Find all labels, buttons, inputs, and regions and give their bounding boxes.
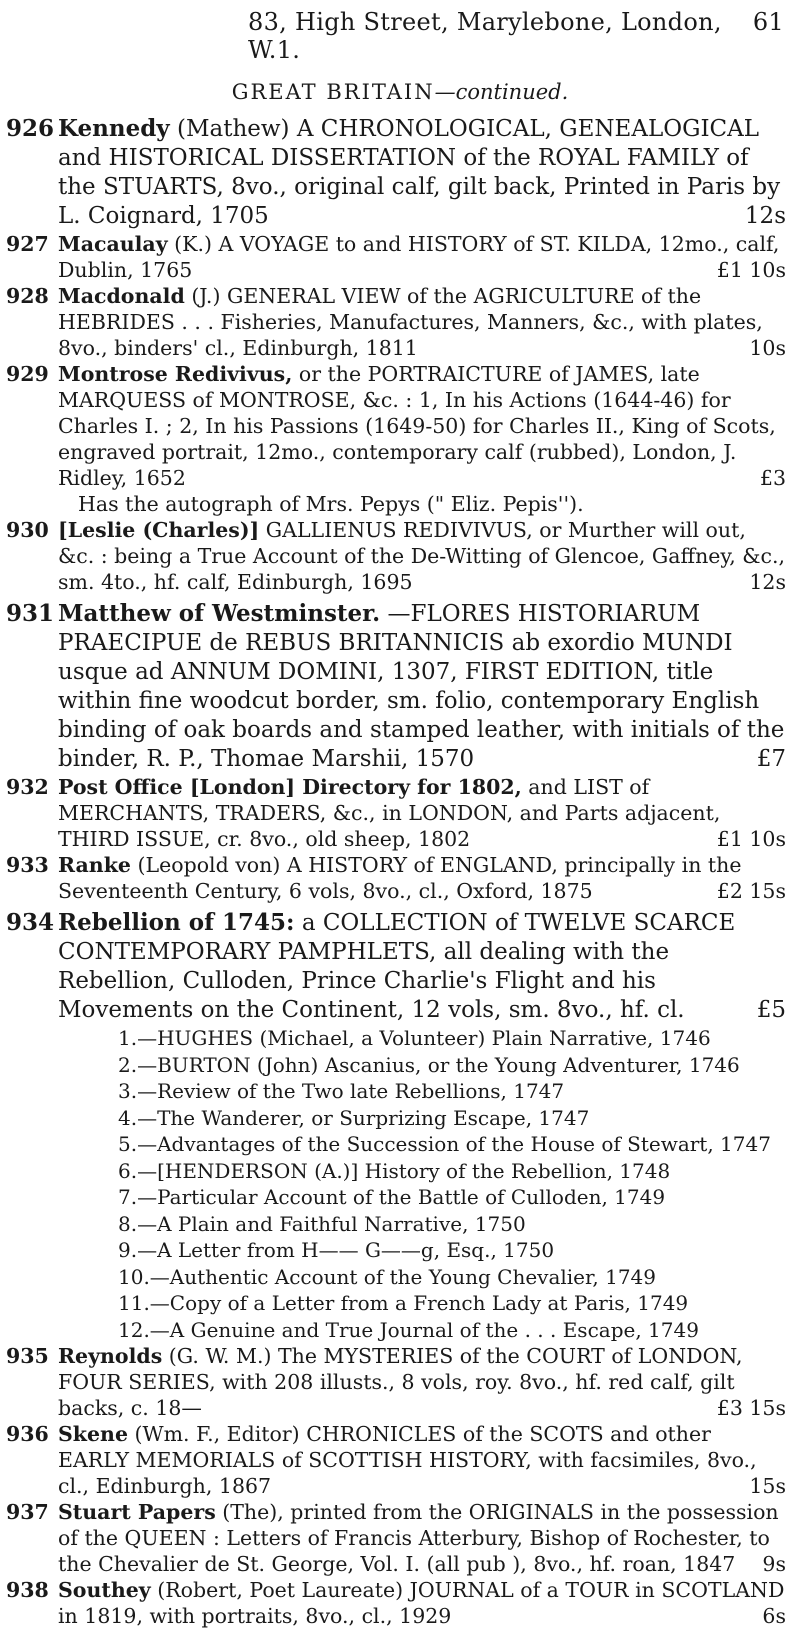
entry-description: (Wm. F., Editor) CHRONICLES of the SCOTS and other EARLY MEMORIALS of SCOTTISH HISTORY, with facsimiles, 8vo., cl., Edinburgh, 1867 [58, 1422, 757, 1498]
entry-price: £1 10s [716, 827, 786, 851]
pamphlet-list [118, 1025, 800, 1343]
page-number: 61 [752, 8, 784, 36]
list-item: 3.—Review of the Two late Rebellions, 1747 [118, 1079, 565, 1103]
catalogue-entry-936 [0, 1421, 800, 1499]
entry-name: Ranke [58, 853, 131, 877]
entry-note: Has the autograph of Mrs. Pepys (" Eliz. Pepis''). [78, 492, 584, 516]
list-item: 4.—The Wanderer, or Surprizing Escape, 1747 [118, 1105, 590, 1130]
section-title-main: GREAT BRITAIN [231, 80, 435, 104]
entry-number: 932 [6, 775, 49, 799]
list-item: 8.—A Plain and Faithful Narrative, 1750 [118, 1211, 526, 1236]
catalogue-entry-930 [0, 517, 800, 595]
entry-number: 927 [6, 232, 49, 256]
entry-description: (G. W. M.) The MYSTERIES of the COURT of LONDON, FOUR SERIES, with 208 illusts., 8 vols, roy. 8vo., hf. red calf, gilt backs, c. 18— [58, 1344, 743, 1420]
catalogue-entry-926 [0, 114, 800, 231]
list-item: 12.—A Genuine and True Journal of the . . . Escape, 1749 [118, 1317, 699, 1342]
entry-price: £1 10s [716, 258, 786, 282]
catalogue-entry-933 [0, 852, 800, 904]
entry-description: (J.) GENERAL VIEW of the AGRICULTURE of the HEBRIDES . . . Fisheries, Manufactures, Manners, &c., with plates, 8vo., binders' cl., Edinburgh, 1811 [58, 284, 763, 360]
entry-number: 938 [6, 1578, 49, 1602]
catalogue-entry-934 [0, 908, 800, 1025]
entry-description: —FLORES HISTORIARUM PRAECIPUE de REBUS BRITANNICIS ab exordio MUNDI usque ad ANNUM DOMINI, 1307, FIRST EDITION, title within fine woodcut border, sm. folio, contemporary English binding of oak boards and stamped leather, with initials of the binder, R. P., Thomae Marshii, 1570 [58, 601, 785, 772]
entry-description: and LIST of MERCHANTS, TRADERS, &c., in LONDON, and Parts adjacent, THIRD ISSUE, cr. 8vo., old sheep, 1802 [58, 775, 721, 851]
entry-description: (Leopold von) A HISTORY of ENGLAND, principally in the Seventeenth Century, 6 vols, 8vo., cl., Oxford, 1875 [58, 853, 742, 903]
entry-number: 926 [6, 115, 55, 142]
catalogue-entry-935 [0, 1343, 800, 1421]
entry-name: Macdonald [58, 284, 185, 308]
entry-price: 6s [762, 1604, 786, 1628]
entry-description: (The), printed from the ORIGINALS in the possession of the QUEEN : Letters of Francis Atterbury, Bishop of Rochester, to the Chevalier de St. George, Vol. I. (all pub ), 8vo., hf. roan, 1847 [58, 1500, 779, 1576]
entry-number: 929 [6, 362, 49, 386]
entry-description: (Mathew) A CHRONOLOGICAL, GENEALOGICAL and HISTORICAL DISSERTATION of the ROYAL FAMILY of the STUARTS, 8vo., original calf, gilt back, Printed in Paris by L. Coignard, 1705 [58, 116, 781, 229]
entry-name: Kennedy [58, 115, 170, 142]
entry-number: 937 [6, 1500, 49, 1524]
entry-number: 928 [6, 284, 49, 308]
entry-description: GALLIENUS REDIVIVUS, or Murther will out, &c. : being a True Account of the De-Witting of Glencoe, Gaffney, &c., sm. 4to., hf. calf, Edinburgh, 1695 [58, 518, 786, 594]
catalogue-entry-928 [0, 283, 800, 361]
entry-name: Stuart Papers [58, 1500, 216, 1524]
list-item: 11.—Copy of a Letter from a French Lady at Paris, 1749 [118, 1291, 689, 1315]
page-header-address: 83, High Street, Marylebone, London, W.1. [248, 8, 722, 64]
catalogue-entry-927 [0, 231, 800, 283]
entry-number: 933 [6, 853, 49, 877]
entry-name: Post Office [London] Directory for 1802, [58, 775, 522, 799]
entry-name: Reynolds [58, 1344, 163, 1368]
entry-description: (K.) A VOYAGE to and HISTORY of ST. KILDA, 12mo., calf, Dublin, 1765 [58, 232, 780, 282]
list-item: 10.—Authentic Account of the Young Chevalier, 1749 [118, 1264, 656, 1289]
entry-description: or the PORTRAICTURE of JAMES, late MARQUESS of MONTROSE, &c. : 1, In his Actions (1644-46) for Charles I. ; 2, In his Passions (1649-50) for Charles II., King of Scots, engraved portrait, 12mo., contemporary calf (rubbed), London, J. Ridley, 1652 [58, 362, 776, 490]
list-item: 6.—[HENDERSON (A.)] History of the Rebellion, 1748 [118, 1158, 671, 1183]
catalogue-entry-931 [0, 599, 800, 774]
entry-price: 12s [744, 203, 786, 229]
catalogue-entry-929 [0, 361, 800, 517]
entry-price: 12s [749, 570, 786, 594]
entry-price: £3 [759, 466, 786, 490]
catalogue-entry-937 [0, 1499, 800, 1577]
entry-name: Matthew of Westminster. [58, 600, 381, 627]
entry-name: [Leslie (Charles)] [58, 518, 260, 542]
entry-name: Rebellion of 1745: [58, 909, 295, 936]
catalogue-entry-938 [0, 1577, 800, 1629]
entry-name: Montrose Redivivus, [58, 362, 293, 386]
entry-name: Skene [58, 1422, 128, 1446]
list-item: 5.—Advantages of the Succession of the House of Stewart, 1747 [118, 1132, 771, 1156]
entry-price: 15s [749, 1474, 786, 1498]
entry-description: (Robert, Poet Laureate) JOURNAL of a TOUR in SCOTLAND in 1819, with portraits, 8vo., cl., 1929 [58, 1578, 785, 1628]
entry-number: 934 [6, 909, 55, 936]
entry-price: 9s [762, 1552, 786, 1576]
list-item: 1.—HUGHES (Michael, a Volunteer) Plain Narrative, 1746 [118, 1026, 711, 1050]
entry-price: £7 [756, 746, 786, 772]
entry-description: a COLLECTION of TWELVE SCARCE CONTEMPORARY PAMPHLETS, all dealing with the Rebellion, Culloden, Prince Charlie's Flight and his Movements on the Continent, 12 vols, sm. 8vo., hf. cl. [58, 910, 736, 1023]
entry-number: 935 [6, 1344, 49, 1368]
entry-number: 930 [6, 518, 49, 542]
entry-name: Macaulay [58, 232, 168, 256]
section-title [0, 80, 800, 104]
list-item: 9.—A Letter from H—— G——g, Esq., 1750 [118, 1238, 555, 1262]
catalogue-entry-932 [0, 774, 800, 852]
running-head [248, 8, 784, 64]
list-item: 2.—BURTON (John) Ascanius, or the Young Adventurer, 1746 [118, 1052, 740, 1077]
entry-name: Southey [58, 1578, 151, 1602]
entry-price: £5 [756, 997, 786, 1023]
entry-number: 931 [6, 600, 55, 627]
catalogue-entries [0, 114, 800, 1629]
entry-number: 936 [6, 1422, 49, 1446]
entry-price: £2 15s [716, 879, 786, 903]
list-item: 7.—Particular Account of the Battle of Culloden, 1749 [118, 1185, 666, 1209]
entry-price: 10s [749, 336, 786, 360]
section-title-continued: —continued. [434, 80, 569, 104]
entry-price: £3 15s [716, 1396, 786, 1420]
